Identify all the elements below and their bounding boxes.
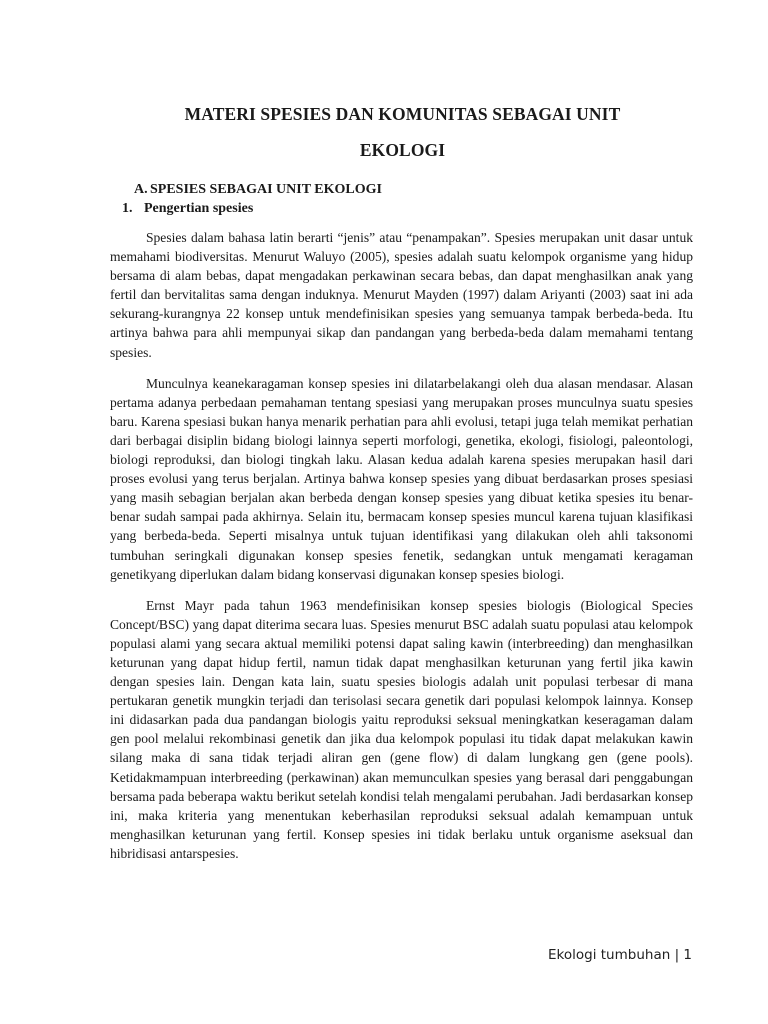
paragraph-3: Ernst Mayr pada tahun 1963 mendefinisikan konsep spesies biologis (Biological Species Concept/BSC) yang dapat diterima secara luas. Spesies menurut BSC adalah suatu populasi atau kelompok populasi alami yang secara aktual memiliki potensi dapat saling kawin (interbreeding) dan menghasilkan keturunan yang dapat hidup fertil, namun tidak dapat menghasilkan keturunan yang fertil jika kawin dengan spesies lain. Dengan kata lain, suatu spesies biologis adalah unit populasi terbesar di mana pertukaran genetik mungkin terjadi dan terisolasi secara genetik dari populasi kelompok lainnya. Konsep ini didasarkan pada dua pandangan biologis yaitu reproduksi seksual meningkatkan keseragaman dalam gen pool melalui rekombinasi genetik dan jika dua kelompok populasi itu tidak dapat melakukan kawin silang maka di sana tidak terjadi aliran gen (gene flow) di dalam lungkang gen (gene pools). Ketidakmampuan interbreeding (perkawinan) akan memunculkan spesies yang berasal dari penggabungan bersama pada beberapa waktu berikut setelah kondisi telah mengalami perubahan. Jadi berdasarkan konsep ini, maka kriteria yang menentukan keberhasilan reproduksi seksual adalah kemampuan untuk menghasilkan keturunan yang fertil. Konsep spesies ini tidak berlaku untuk organisme aseksual dan hibridisasi antarspesies.: [110, 597, 693, 861]
document-title-line-1: MATERI SPESIES DAN KOMUNITAS SEBAGAI UNIT: [184, 104, 621, 124]
subsection-label: Pengertian spesies: [144, 201, 254, 216]
page-footer: Ekologi tumbuhan | 1: [548, 947, 692, 963]
subsection-marker: 1.: [122, 201, 133, 216]
section-marker: A.: [134, 182, 148, 197]
document-page: [110, 0, 695, 1024]
section-heading: [134, 182, 382, 198]
body-text: [110, 228, 693, 875]
section-label: SPESIES SEBAGAI UNIT EKOLOGI: [150, 182, 382, 197]
document-title-line-2: EKOLOGI: [359, 140, 446, 160]
subsection-heading: [122, 201, 253, 217]
paragraph-2: Munculnya keanekaragaman konsep spesies ini dilatarbelakangi oleh dua alasan mendasar. Alasan pertama adanya perbedaan pemahaman tentang spesiasi yang merupakan proses munculnya suatu spesies baru. Karena spesiasi bukan hanya menarik perhatian para ahli evolusi, tetapi juga telah memikat perhatian dari berbagai disiplin bidang biologi lainnya seperti morfologi, genetika, ekologi, fisiologi, paleontologi, biologi reproduksi, dan biologi tingkah laku. Alasan kedua adalah karena spesies merupakan hasil dari proses evolusi yang terus berjalan. Artinya bahwa konsep spesies yang dibuat berdasarkan proses spesiasi yang masih sebagian berjalan akan berbeda dengan konsep spesies yang dibuat ketika spesies itu benar-benar sudah sampai pada akhirnya. Selain itu, bermacam konsep spesies muncul karena tujuan klasifikasi yang berbeda-beda. Seperti misalnya untuk tujuan identifikasi yang dilakukan oleh ahli taksonomi tumbuhan seringkali digunakan konsep spesies fenetik, sedangkan untuk mengamati keragaman genetikyang diperlukan dalam bidang konservasi digunakan konsep spesies biologi.: [110, 375, 693, 582]
paragraph-1: Spesies dalam bahasa latin berarti “jenis” atau “penampakan”. Spesies merupakan unit dasar untuk memahami biodiversitas. Menurut Waluyo (2005), spesies adalah suatu kelompok organisme yang hidup bersama di alam bebas, dapat mengadakan perkawinan secara bebas, dan dapat menghasilkan anak yang fertil dan bervitalitas sama dengan induknya. Menurut Mayden (1997) dalam Ariyanti (2003) saat ini ada sekurang-kurangnya 22 konsep untuk mendefinisikan spesies yang semuanya tampak berbeda-beda. Itu artinya bahwa para ahli mempunyai sikap dan pandangan yang berbeda-beda dalam memahami tentang spesies.: [110, 230, 693, 360]
